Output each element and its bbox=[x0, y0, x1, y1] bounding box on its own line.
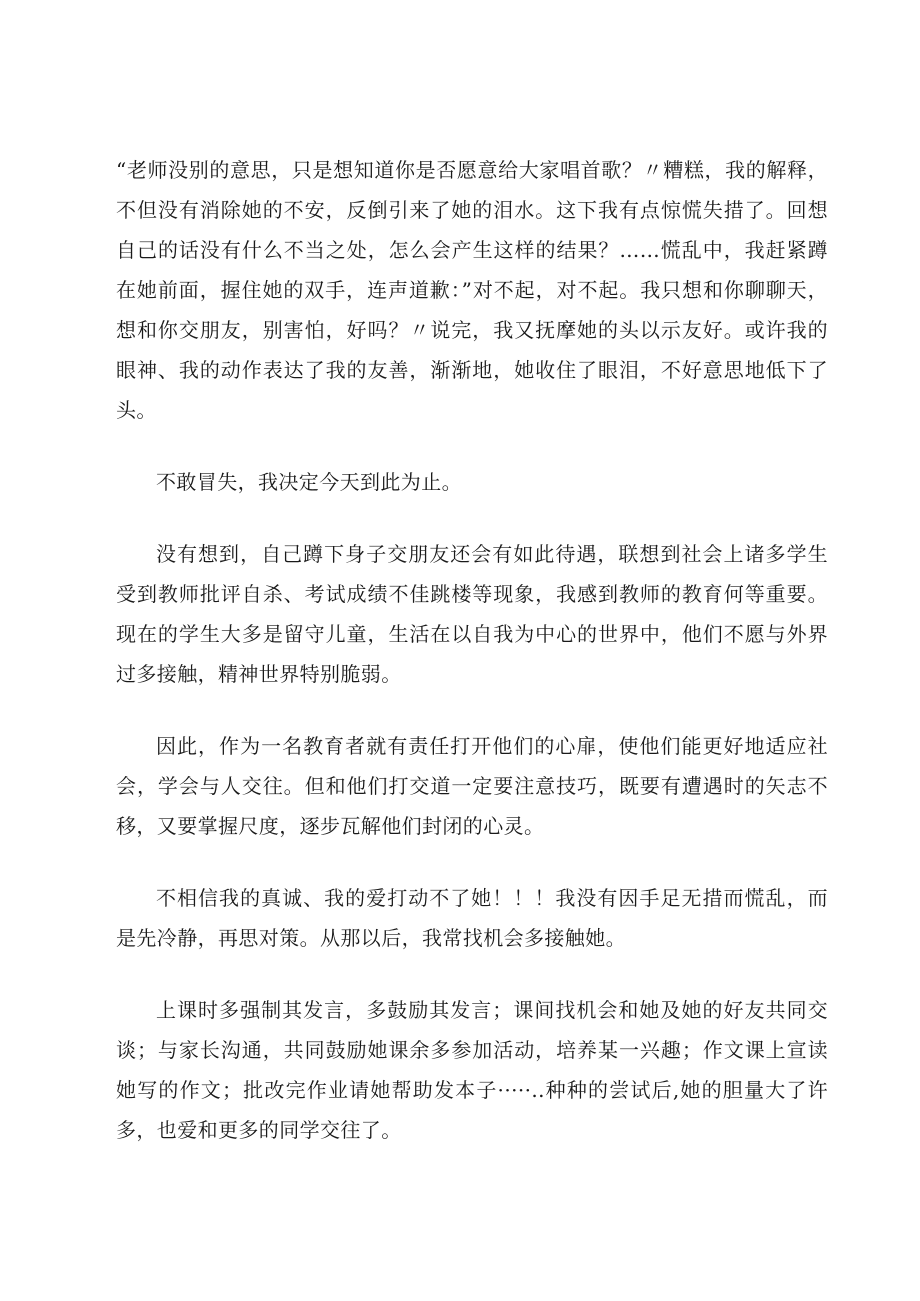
paragraph-3: 没有想到，自己蹲下身子交朋友还会有如此待遇，联想到社会上诸多学生受到教师批评自杀、考试成绩不佳跳楼等现象，我感到教师的教育何等重要。现在的学生大多是留守儿童，生活在以自我为中心的世界中，他们不愿与外界过多接触，精神世界特别脆弱。 bbox=[116, 542, 828, 686]
document-page bbox=[116, 150, 828, 1182]
paragraph-6: 上课时多强制其发言，多鼓励其发言；课间找机会和她及她的好友共同交谈；与家长沟通，共同鼓励她课余多参加活动，培养某一兴趣；作文课上宣读她写的作文；批改完作业请她帮助发本子·····..种种的尝试后,她的胆量大了许多，也爱和更多的同学交往了。 bbox=[116, 998, 828, 1142]
paragraph-4: 因此，作为一名教育者就有责任打开他们的心扉，使他们能更好地适应社会，学会与人交往。但和他们打交道一定要注意技巧，既要有遭遇时的矢志不移，又要掌握尺度，逐步瓦解他们封闭的心灵。 bbox=[116, 734, 828, 838]
paragraph-1: “老师没别的意思，只是想知道你是否愿意给大家唱首歌？〃糟糕，我的解释，不但没有消除她的不安，反倒引来了她的泪水。这下我有点惊慌失措了。回想自己的话没有什么不当之处，怎么会产生这样的结果？……慌乱中，我赶紧蹲在她前面，握住她的双手，连声道歉：”对不起，对不起。我只想和你聊聊天，想和你交朋友，别害怕，好吗？〃说完，我又抚摩她的头以示友好。或许我的眼神、我的动作表达了我的友善，渐渐地，她收住了眼泪，不好意思地低下了头。 bbox=[116, 158, 828, 422]
paragraph-5: 不相信我的真诚、我的爱打动不了她！！！我没有因手足无措而慌乱，而是先冷静，再思对策。从那以后，我常找机会多接触她。 bbox=[116, 886, 828, 950]
paragraph-2: 不敢冒失，我决定今天到此为止。 bbox=[156, 470, 462, 494]
